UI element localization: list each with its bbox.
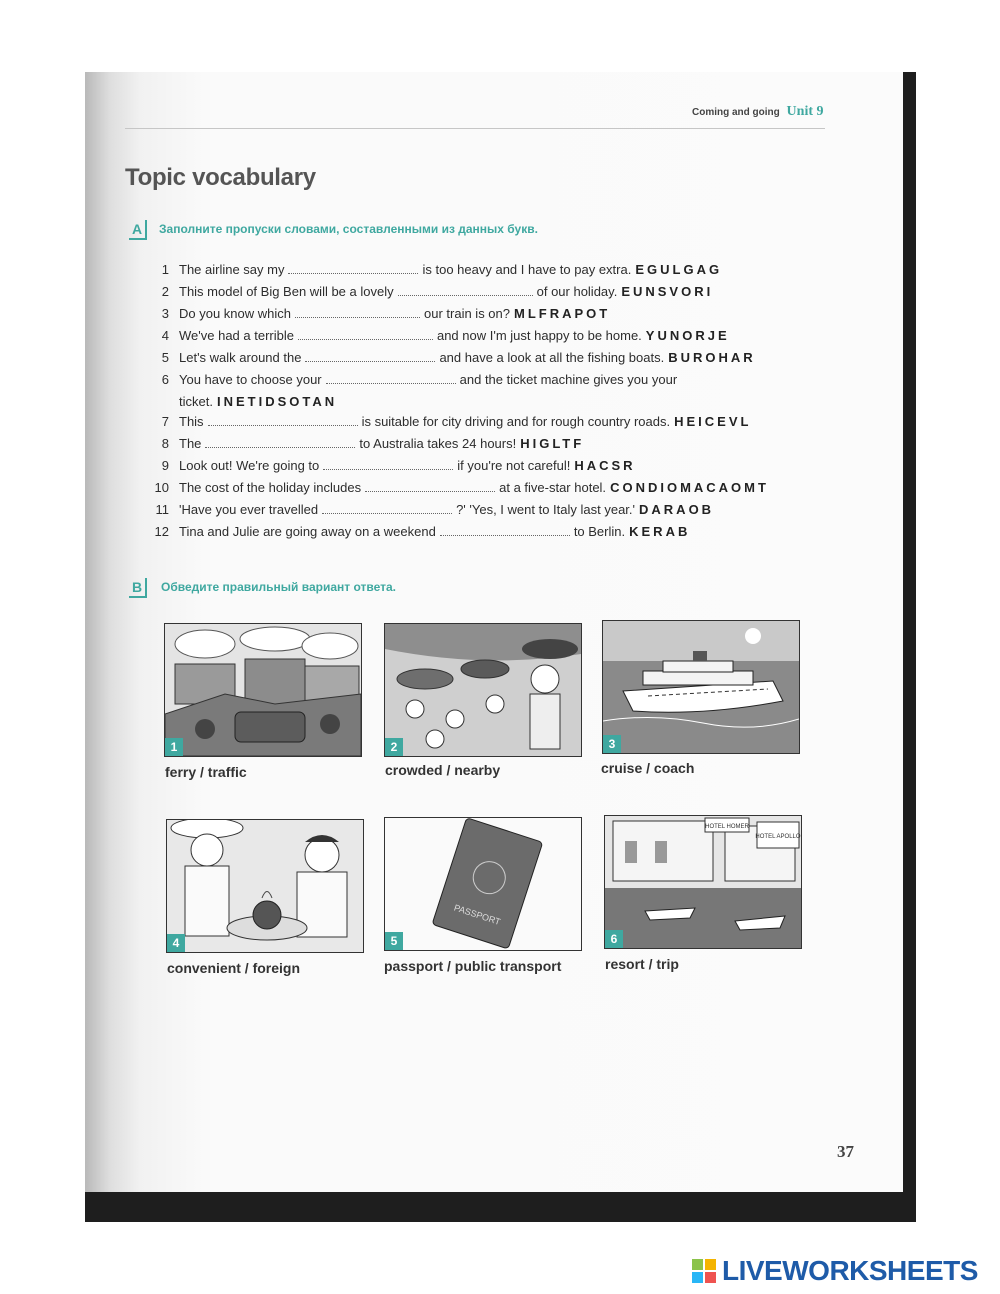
- section-b-letter: B: [129, 578, 147, 598]
- caption-foreign[interactable]: convenient / foreign: [167, 960, 301, 976]
- answer-blank[interactable]: [295, 305, 420, 318]
- caption-cruise[interactable]: cruise / coach: [601, 760, 695, 776]
- item-text-after: and the ticket machine gives you your: [459, 372, 678, 387]
- item-text-after: if you're not careful!: [457, 458, 571, 473]
- exercise-item: [147, 411, 847, 433]
- scrambled-letters: BUROHAR: [668, 350, 756, 365]
- item-text-before: We've had a terrible: [179, 328, 294, 343]
- answer-blank[interactable]: [298, 327, 433, 340]
- item-text-after: to Australia takes 24 hours!: [359, 436, 517, 451]
- item-text: [179, 455, 636, 477]
- item-text-after: and now I'm just happy to be home.: [436, 328, 642, 343]
- picture-cruise: [602, 620, 800, 754]
- item-text-after: and have a look at all the fishing boats.: [439, 350, 665, 365]
- picture-number: 6: [605, 930, 623, 948]
- liveworksheets-logo: [692, 1256, 978, 1286]
- scrambled-letters: MLFRAPOT: [514, 306, 611, 321]
- item-text-after: our train is on?: [424, 306, 510, 321]
- item-number: 5: [161, 350, 169, 365]
- item-text: [179, 521, 690, 543]
- answer-blank[interactable]: [305, 349, 435, 362]
- item-text-after: is too heavy and I have to pay extra.: [422, 262, 632, 277]
- page-number: 37: [837, 1142, 854, 1161]
- item-number: 3: [161, 306, 169, 321]
- scrambled-letters: INETIDSOTAN: [216, 394, 338, 409]
- item-text-before: Do you know which: [179, 306, 291, 321]
- workbook-page: [85, 72, 903, 1192]
- answer-blank[interactable]: [208, 413, 358, 426]
- item-number: 2: [161, 284, 169, 299]
- item-text-before: The airline say my: [179, 262, 285, 277]
- picture-number: 4: [167, 934, 185, 952]
- caption-resort[interactable]: resort / trip: [605, 956, 679, 972]
- logo-mark-icon: [692, 1259, 716, 1283]
- item-text: [179, 259, 722, 281]
- item-number: 9: [161, 458, 169, 473]
- item-text-line2: ticket.: [179, 394, 213, 409]
- item-text-before: Tina and Julie are going away on a weekend: [179, 524, 436, 539]
- item-text-before: 'Have you ever travelled: [179, 502, 319, 517]
- scrambled-letters: CONDIOMACAOMT: [610, 480, 769, 495]
- item-text-after: is suitable for city driving and for rough country roads.: [361, 414, 671, 429]
- traffic-illustration: [165, 624, 361, 756]
- item-text-before: This: [179, 414, 204, 429]
- cruise-ship-illustration: [603, 621, 799, 753]
- exercise-item: [147, 521, 847, 543]
- item-text: [179, 369, 677, 413]
- picture-crowded: [384, 623, 582, 757]
- item-number: 8: [161, 436, 169, 451]
- picture-number: 2: [385, 738, 403, 756]
- item-text: [179, 477, 769, 499]
- item-number: 10: [154, 480, 169, 495]
- exercise-item: [147, 347, 847, 369]
- item-number: 11: [155, 502, 169, 517]
- item-text: [179, 347, 756, 369]
- answer-blank[interactable]: [205, 435, 355, 448]
- caption-traffic[interactable]: ferry / traffic: [165, 764, 247, 780]
- item-text-before: This model of Big Ben will be a lovely: [179, 284, 394, 299]
- exercise-item: [147, 455, 847, 477]
- running-header: [692, 104, 824, 120]
- scrambled-letters: EUNSVORI: [621, 284, 714, 299]
- item-text-before: The: [179, 436, 202, 451]
- picture-resort: [604, 815, 802, 949]
- item-text: [179, 411, 751, 433]
- item-text-after: at a five-star hotel.: [499, 480, 607, 495]
- item-text: [179, 433, 584, 455]
- item-text-before: Let's walk around the: [179, 350, 302, 365]
- item-text: [179, 499, 714, 521]
- watermark-text: LIVEWORKSHEETS: [722, 1255, 978, 1286]
- scrambled-letters: HIGLTF: [520, 436, 585, 451]
- item-text-before: You have to choose your: [179, 372, 322, 387]
- picture-number: 5: [385, 932, 403, 950]
- caption-crowded[interactable]: crowded / nearby: [385, 762, 501, 778]
- answer-blank[interactable]: [323, 457, 453, 470]
- item-text: [179, 303, 610, 325]
- answer-blank[interactable]: [322, 501, 452, 514]
- resort-harbour-illustration: [605, 816, 801, 948]
- exercise-item: [147, 369, 847, 411]
- exercise-item: [147, 477, 847, 499]
- passport-text: PASSPORT: [452, 902, 502, 927]
- header-section: Coming and going: [692, 107, 780, 118]
- item-number: 12: [154, 524, 169, 539]
- exercise-item: [147, 433, 847, 455]
- picture-passport: [384, 817, 582, 951]
- picture-number: 3: [603, 735, 621, 753]
- section-b-instruction: Обведите правильный вариант ответа.: [161, 580, 396, 594]
- item-text-after: to Berlin.: [573, 524, 626, 539]
- scrambled-letters: HEICEVL: [674, 414, 752, 429]
- scrambled-letters: YUNORJE: [645, 328, 730, 343]
- answer-blank[interactable]: [398, 283, 533, 296]
- scrambled-letters: DARAOB: [639, 502, 715, 517]
- item-number: 7: [161, 414, 169, 429]
- answer-blank[interactable]: [440, 523, 570, 536]
- answer-blank[interactable]: [288, 261, 418, 274]
- exercise-item: [147, 259, 847, 281]
- picture-traffic: [164, 623, 362, 757]
- page-title: Topic vocabulary: [125, 164, 316, 191]
- item-text: [179, 281, 713, 303]
- header-rule: [125, 128, 825, 129]
- header-unit: Unit 9: [786, 104, 824, 119]
- exercise-item: [147, 281, 847, 303]
- exercise-a-list: [147, 259, 847, 543]
- caption-passport[interactable]: passport / public transport: [384, 958, 562, 974]
- item-text-before: The cost of the holiday includes: [179, 480, 362, 495]
- scrambled-letters: EGULGAG: [635, 262, 723, 277]
- item-number: 1: [161, 262, 169, 277]
- scrambled-letters: KERAB: [629, 524, 691, 539]
- item-text-after: ?' 'Yes, I went to Italy last year.': [456, 502, 636, 517]
- answer-blank[interactable]: [326, 371, 456, 384]
- answer-blank[interactable]: [365, 479, 495, 492]
- item-text: [179, 325, 730, 347]
- hotel-sign-homer: HOTEL HOMER: [705, 824, 749, 830]
- scrambled-letters: HACSR: [574, 458, 636, 473]
- item-text-after: of our holiday.: [536, 284, 618, 299]
- item-text-before: Look out! We're going to: [179, 458, 320, 473]
- passport-illustration: [385, 818, 581, 950]
- exercise-item: [147, 499, 847, 521]
- picture-number: 1: [165, 738, 183, 756]
- crowded-beach-illustration: [385, 624, 581, 756]
- exercise-item: [147, 303, 847, 325]
- hotel-sign-apollo: HOTEL APOLLO: [755, 834, 801, 840]
- section-a-letter: A: [129, 220, 147, 240]
- picture-foreign: [166, 819, 364, 953]
- exercise-item: [147, 325, 847, 347]
- item-number: 4: [161, 328, 169, 343]
- item-number: 6: [161, 372, 169, 387]
- foreign-food-illustration: [167, 820, 363, 952]
- section-a-instruction: Заполните пропуски словами, составленными из данных букв.: [159, 222, 538, 236]
